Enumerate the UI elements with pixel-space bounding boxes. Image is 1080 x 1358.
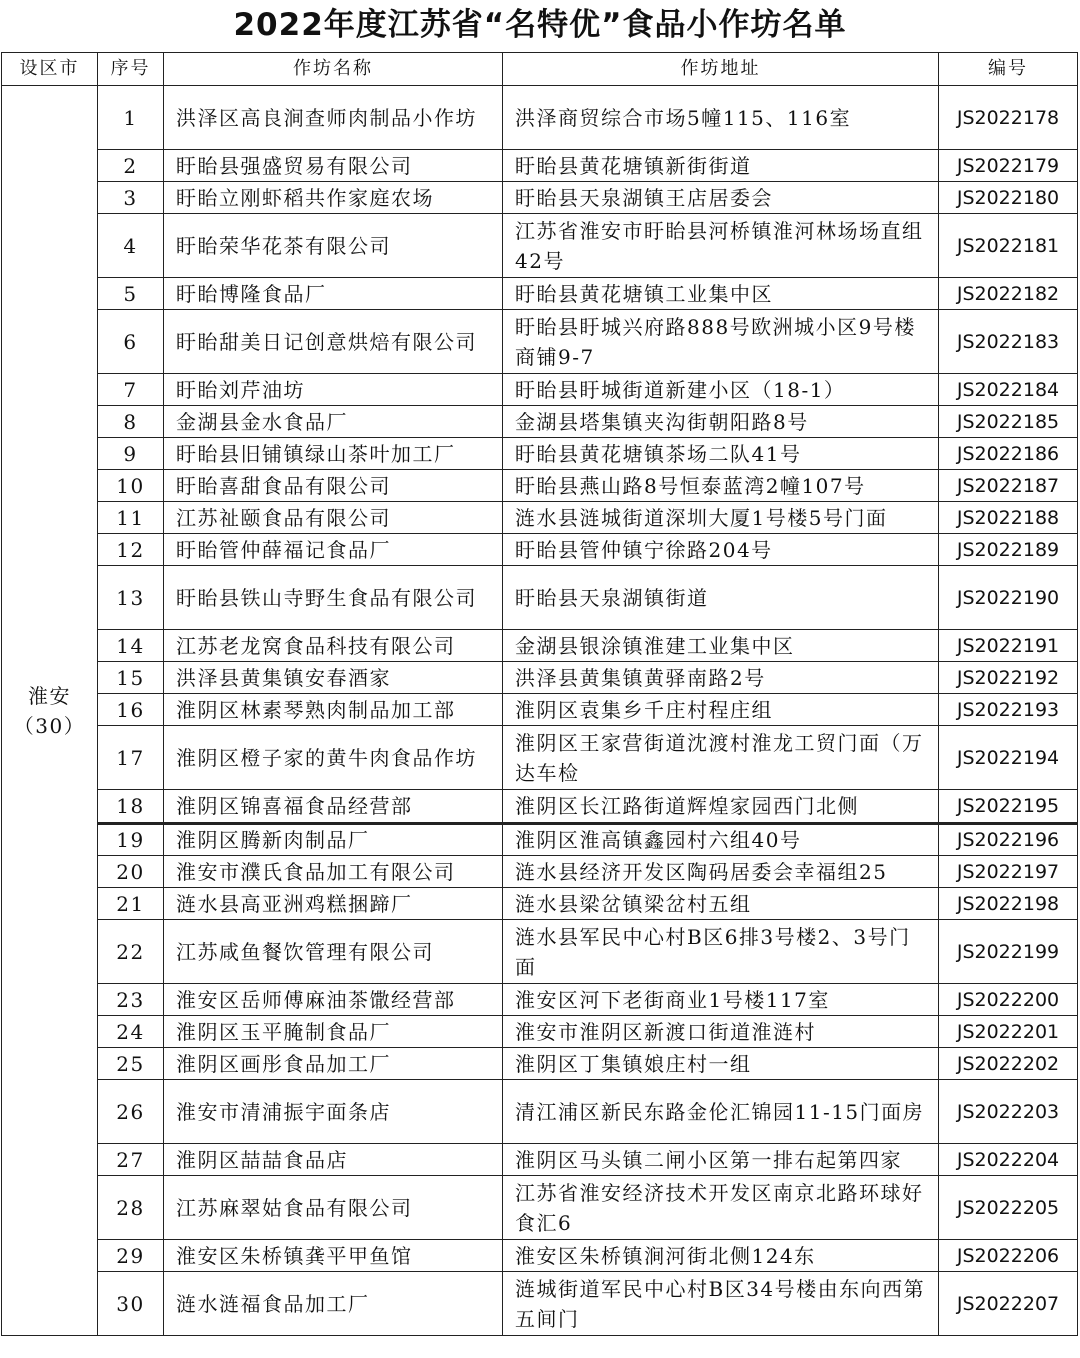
workshop-name: 江苏麻翠姑食品有限公司 (164, 1176, 503, 1240)
workshop-address: 盱眙县燕山路8号恒泰蓝湾2幢107号 (503, 470, 939, 502)
workshop-name: 涟水涟福食品加工厂 (164, 1272, 503, 1336)
workshop-name: 淮阴区画彤食品加工厂 (164, 1048, 503, 1080)
workshop-name: 淮安区岳师傅麻油茶馓经营部 (164, 984, 503, 1016)
workshop-address: 涟水县涟城街道深圳大厦1号楼5号门面 (503, 502, 939, 534)
workshop-address: 淮安区朱桥镇涧河街北侧124东 (503, 1240, 939, 1272)
row-no: 22 (98, 920, 164, 984)
workshop-name: 盱眙管仲薛福记食品厂 (164, 534, 503, 566)
workshop-name: 盱眙县强盛贸易有限公司 (164, 150, 503, 182)
table-row (2, 1176, 1078, 1240)
workshop-table (1, 52, 1078, 1336)
workshop-address: 淮安区河下老街商业1号楼117室 (503, 984, 939, 1016)
workshop-name: 盱眙甜美日记创意烘焙有限公司 (164, 310, 503, 374)
workshop-code: JS2022204 (939, 1144, 1078, 1176)
workshop-address: 淮阴区长江路街道辉煌家园西门北侧 (503, 790, 939, 824)
workshop-code: JS2022191 (939, 630, 1078, 662)
workshop-code: JS2022199 (939, 920, 1078, 984)
header-code: 编号 (939, 53, 1078, 86)
table-row (2, 150, 1078, 182)
workshop-address: 淮阴区淮高镇鑫园村六组40号 (503, 824, 939, 856)
workshop-name: 江苏老龙窝食品科技有限公司 (164, 630, 503, 662)
row-no: 21 (98, 888, 164, 920)
workshop-name: 金湖县金水食品厂 (164, 406, 503, 438)
table-row (2, 1272, 1078, 1336)
row-no: 15 (98, 662, 164, 694)
table-row (2, 278, 1078, 310)
table-row (2, 694, 1078, 726)
row-no: 19 (98, 824, 164, 856)
row-no: 5 (98, 278, 164, 310)
row-no: 9 (98, 438, 164, 470)
row-no: 27 (98, 1144, 164, 1176)
table-row (2, 406, 1078, 438)
table-row (2, 182, 1078, 214)
workshop-address: 盱眙县管仲镇宁徐路204号 (503, 534, 939, 566)
table-row (2, 566, 1078, 630)
workshop-code: JS2022183 (939, 310, 1078, 374)
workshop-address: 金湖县银涂镇淮建工业集中区 (503, 630, 939, 662)
workshop-address: 金湖县塔集镇夹沟街朝阳路8号 (503, 406, 939, 438)
row-no: 4 (98, 214, 164, 278)
row-no: 25 (98, 1048, 164, 1080)
row-no: 16 (98, 694, 164, 726)
workshop-address: 涟水县经济开发区陶码居委会幸福组25 (503, 856, 939, 888)
workshop-address: 盱眙县天泉湖镇王店居委会 (503, 182, 939, 214)
table-row (2, 726, 1078, 790)
workshop-code: JS2022207 (939, 1272, 1078, 1336)
workshop-code: JS2022194 (939, 726, 1078, 790)
workshop-code: JS2022190 (939, 566, 1078, 630)
workshop-name: 盱眙立刚虾稻共作家庭农场 (164, 182, 503, 214)
workshop-address: 涟水县军民中心村B区6排3号楼2、3号门面 (503, 920, 939, 984)
workshop-code: JS2022197 (939, 856, 1078, 888)
region-cell (2, 86, 98, 1336)
workshop-code: JS2022202 (939, 1048, 1078, 1080)
table-row (2, 438, 1078, 470)
table-row (2, 214, 1078, 278)
workshop-name: 淮阴区锦喜福食品经营部 (164, 790, 503, 824)
workshop-code: JS2022189 (939, 534, 1078, 566)
workshop-address: 盱眙县天泉湖镇街道 (503, 566, 939, 630)
workshop-name: 江苏祉颐食品有限公司 (164, 502, 503, 534)
workshop-address: 盱眙县盱城街道新建小区（18-1） (503, 374, 939, 406)
workshop-name: 淮阴区橙子家的黄牛肉食品作坊 (164, 726, 503, 790)
workshop-code: JS2022206 (939, 1240, 1078, 1272)
table-header-row (2, 53, 1078, 86)
table-row (2, 1240, 1078, 1272)
workshop-address: 涟水县梁岔镇梁岔村五组 (503, 888, 939, 920)
header-region: 设区市 (2, 53, 98, 86)
workshop-code: JS2022178 (939, 86, 1078, 150)
table-row (2, 1144, 1078, 1176)
table-row (2, 470, 1078, 502)
table-row (2, 534, 1078, 566)
workshop-code: JS2022181 (939, 214, 1078, 278)
workshop-address: 江苏省淮安经济技术开发区南京北路环球好食汇6 (503, 1176, 939, 1240)
table-row (2, 888, 1078, 920)
workshop-name: 盱眙县旧铺镇绿山茶叶加工厂 (164, 438, 503, 470)
workshop-code: JS2022195 (939, 790, 1078, 824)
row-no: 11 (98, 502, 164, 534)
workshop-address: 盱眙县黄花塘镇工业集中区 (503, 278, 939, 310)
row-no: 30 (98, 1272, 164, 1336)
workshop-name: 洪泽县黄集镇安春酒家 (164, 662, 503, 694)
workshop-name: 淮安区朱桥镇龚平甲鱼馆 (164, 1240, 503, 1272)
row-no: 26 (98, 1080, 164, 1144)
region-name: 淮安 (28, 683, 71, 708)
workshop-code: JS2022179 (939, 150, 1078, 182)
row-no: 29 (98, 1240, 164, 1272)
workshop-code: JS2022180 (939, 182, 1078, 214)
workshop-name: 淮阴区喆喆食品店 (164, 1144, 503, 1176)
workshop-name: 涟水县高亚洲鸡糕捆蹄厂 (164, 888, 503, 920)
workshop-name: 淮阴区腾新肉制品厂 (164, 824, 503, 856)
workshop-name: 江苏咸鱼餐饮管理有限公司 (164, 920, 503, 984)
table-row (2, 824, 1078, 856)
table-row (2, 86, 1078, 150)
document-title: 2022年度江苏省“名特优”食品小作坊名单 (233, 7, 847, 43)
table-row (2, 984, 1078, 1016)
workshop-code: JS2022188 (939, 502, 1078, 534)
workshop-address: 淮阴区丁集镇娘庄村一组 (503, 1048, 939, 1080)
row-no: 7 (98, 374, 164, 406)
row-no: 18 (98, 790, 164, 824)
row-no: 28 (98, 1176, 164, 1240)
workshop-name: 盱眙刘芹油坊 (164, 374, 503, 406)
table-row (2, 1080, 1078, 1144)
workshop-code: JS2022187 (939, 470, 1078, 502)
workshop-address: 江苏省淮安市盱眙县河桥镇淮河林场场直组42号 (503, 214, 939, 278)
table-row (2, 374, 1078, 406)
workshop-name: 盱眙博隆食品厂 (164, 278, 503, 310)
workshop-code: JS2022182 (939, 278, 1078, 310)
workshop-code: JS2022192 (939, 662, 1078, 694)
workshop-name: 淮阴区玉平腌制食品厂 (164, 1016, 503, 1048)
workshop-address: 淮阴区马头镇二闸小区第一排右起第四家 (503, 1144, 939, 1176)
header-name: 作坊名称 (164, 53, 503, 86)
workshop-address: 盱眙县盱城兴府路888号欧洲城小区9号楼商铺9-7 (503, 310, 939, 374)
workshop-code: JS2022185 (939, 406, 1078, 438)
workshop-address: 清江浦区新民东路金伦汇锦园11-15门面房 (503, 1080, 939, 1144)
workshop-code: JS2022184 (939, 374, 1078, 406)
header-no: 序号 (98, 53, 164, 86)
workshop-address: 淮阴区王家营街道沈渡村淮龙工贸门面（万达车检 (503, 726, 939, 790)
table-row (2, 310, 1078, 374)
workshop-name: 淮阴区林素琴熟肉制品加工部 (164, 694, 503, 726)
row-no: 12 (98, 534, 164, 566)
row-no: 23 (98, 984, 164, 1016)
workshop-code: JS2022186 (939, 438, 1078, 470)
row-no: 3 (98, 182, 164, 214)
table-row (2, 1048, 1078, 1080)
workshop-address: 淮安市淮阴区新渡口街道淮涟村 (503, 1016, 939, 1048)
workshop-address: 盱眙县黄花塘镇茶场二队41号 (503, 438, 939, 470)
row-no: 1 (98, 86, 164, 150)
workshop-address: 洪泽商贸综合市场5幢115、116室 (503, 86, 939, 150)
table-row (2, 502, 1078, 534)
header-address: 作坊地址 (503, 53, 939, 86)
workshop-name: 盱眙县铁山寺野生食品有限公司 (164, 566, 503, 630)
workshop-code: JS2022193 (939, 694, 1078, 726)
workshop-code: JS2022205 (939, 1176, 1078, 1240)
table-row (2, 856, 1078, 888)
row-no: 2 (98, 150, 164, 182)
workshop-code: JS2022203 (939, 1080, 1078, 1144)
workshop-name: 淮安市濮氏食品加工有限公司 (164, 856, 503, 888)
table-row (2, 790, 1078, 824)
row-no: 24 (98, 1016, 164, 1048)
row-no: 6 (98, 310, 164, 374)
row-no: 17 (98, 726, 164, 790)
workshop-code: JS2022198 (939, 888, 1078, 920)
table-row (2, 662, 1078, 694)
table-body (2, 86, 1078, 1336)
workshop-address: 盱眙县黄花塘镇新街街道 (503, 150, 939, 182)
workshop-name: 洪泽区高良涧查师肉制品小作坊 (164, 86, 503, 150)
workshop-code: JS2022200 (939, 984, 1078, 1016)
workshop-address: 洪泽县黄集镇黄驿南路2号 (503, 662, 939, 694)
workshop-address: 淮阴区袁集乡千庄村程庄组 (503, 694, 939, 726)
workshop-address: 涟城街道军民中心村B区34号楼由东向西第五间门 (503, 1272, 939, 1336)
row-no: 10 (98, 470, 164, 502)
workshop-code: JS2022196 (939, 824, 1078, 856)
workshop-name: 盱眙喜甜食品有限公司 (164, 470, 503, 502)
row-no: 13 (98, 566, 164, 630)
region-count: （30） (13, 713, 86, 738)
workshop-name: 盱眙荣华花茶有限公司 (164, 214, 503, 278)
workshop-name: 淮安市清浦振宇面条店 (164, 1080, 503, 1144)
row-no: 8 (98, 406, 164, 438)
table-row (2, 630, 1078, 662)
row-no: 20 (98, 856, 164, 888)
workshop-code: JS2022201 (939, 1016, 1078, 1048)
table-row (2, 920, 1078, 984)
table-row (2, 1016, 1078, 1048)
row-no: 14 (98, 630, 164, 662)
